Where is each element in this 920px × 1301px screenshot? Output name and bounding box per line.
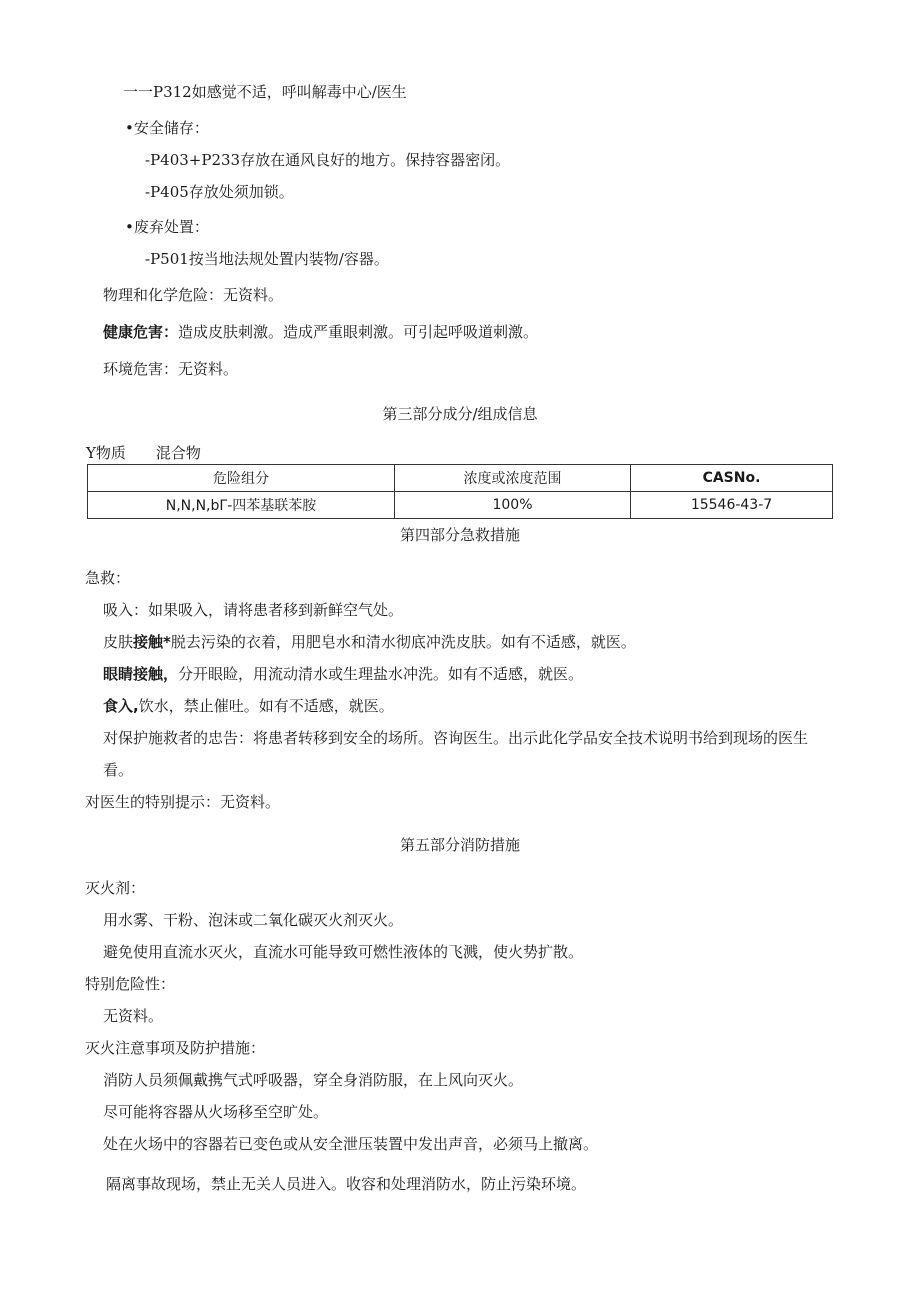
cell-cas: 15546-43-7: [631, 492, 833, 519]
ingestion-label: 食入,: [103, 697, 139, 715]
environment-hazard-text: 无资料。: [178, 360, 239, 378]
cell-component: N,N,N,bΓ-四苯基联苯胺: [88, 492, 395, 519]
p403-statement: -P403+P233存放在通风良好的地方。保持容器密闭。: [145, 151, 511, 169]
precaution-2: 尽可能将容器从火场移至空旷处。: [103, 1103, 329, 1121]
section3-title: 第三部分成分/组成信息: [382, 405, 538, 423]
skin-contact-line: [103, 632, 636, 652]
doctor-note-line: [85, 792, 280, 812]
eye-contact-label: 眼睛接触，: [103, 665, 179, 683]
extinguishing-agent-label: 灭火剂：: [85, 879, 146, 897]
skin-contact-text: 脱去污染的衣着，用肥皂水和清水彻底冲洗皮肤。如有不适感，就医。: [170, 633, 636, 651]
disposal-label: •废弃处置：: [125, 218, 209, 236]
extinguishing-agent-1: 用水雾、干粉、泡沫或二氧化碳灭火剂灭火。: [103, 911, 404, 929]
p312-statement: 一一P312如感觉不适，呼叫解毒中心/医生: [123, 83, 407, 101]
rescuer-advice-label: 对保护施救者的忠告：: [103, 729, 254, 747]
composition-table: [87, 464, 833, 519]
header-component: 危险组分: [88, 465, 395, 492]
eye-contact-text: 分开眼睑，用流动清水或生理盐水冲洗。如有不适感，就医。: [178, 665, 584, 683]
physical-hazard-label: 物理和化学危险：: [103, 286, 224, 304]
header-concentration: 浓度或浓度范围: [395, 465, 631, 492]
special-hazard-label: 特别危险性：: [85, 975, 176, 993]
cell-concentration: 100%: [395, 492, 631, 519]
precaution-label: 灭火注意事项及防护措施：: [85, 1039, 266, 1057]
environment-hazard-label: 环境危害：: [103, 360, 179, 378]
health-hazard-text: 造成皮肤刺激。造成严重眼刺激。可引起呼吸道刺激。: [178, 323, 539, 341]
extinguishing-agent-2: 避免使用直流水灭火，直流水可能导致可燃性液体的飞溅，使火势扩散。: [103, 943, 584, 961]
precaution-3: 处在火场中的容器若已变色或从安全泄压装置中发出声音，必须马上撤离。: [103, 1135, 599, 1153]
table-header-row: [88, 465, 833, 492]
ingestion-text: 饮水，禁止催吐。如有不适感，就医。: [138, 697, 394, 715]
table-row: [88, 492, 833, 519]
section5-title: 第五部分消防措施: [399, 836, 520, 854]
first-aid-label: 急救：: [85, 569, 131, 587]
doctor-note-label: 对医生的特别提示：: [85, 793, 221, 811]
rescuer-advice-text: 将患者转移到安全的场所。咨询医生。出示此化学品安全技术说明书给到现场的医生: [253, 729, 809, 747]
physical-hazard-text: 无资料。: [223, 286, 284, 304]
ingestion-line: [103, 696, 394, 716]
precaution-4: 隔离事故现场，禁止无关人员进入。收容和处理消防水，防止污染环境。: [106, 1175, 587, 1193]
eye-contact-line: [103, 664, 583, 684]
physical-hazard-line: [103, 285, 283, 305]
storage-label: •安全储存：: [125, 119, 209, 137]
environment-hazard-line: [103, 359, 238, 379]
skin-label-bold: 接触*: [133, 633, 171, 651]
doctor-note-text: 无资料。: [220, 793, 281, 811]
inhalation-line: 吸入：如果吸入，请将患者移到新鲜空气处。: [103, 601, 404, 619]
health-hazard-line: [103, 322, 538, 342]
substance-type-line: Y物质 混合物: [86, 444, 201, 462]
header-cas: CASNo.: [631, 465, 833, 492]
p405-statement: -P405存放处须加锁。: [145, 183, 294, 201]
skin-label-pre: 皮肤: [103, 633, 134, 651]
p501-statement: -P501按当地法规处置内装物/容器。: [145, 250, 389, 268]
special-hazard-text: 无资料。: [103, 1007, 164, 1025]
rescuer-advice-line: [103, 728, 808, 748]
rescuer-advice-continued: 看。: [103, 761, 134, 779]
section4-title: 第四部分急救措施: [399, 526, 520, 544]
health-hazard-label: 健康危害：: [103, 323, 179, 341]
precaution-1: 消防人员须佩戴携气式呼吸器，穿全身消防服，在上风向灭火。: [103, 1071, 524, 1089]
